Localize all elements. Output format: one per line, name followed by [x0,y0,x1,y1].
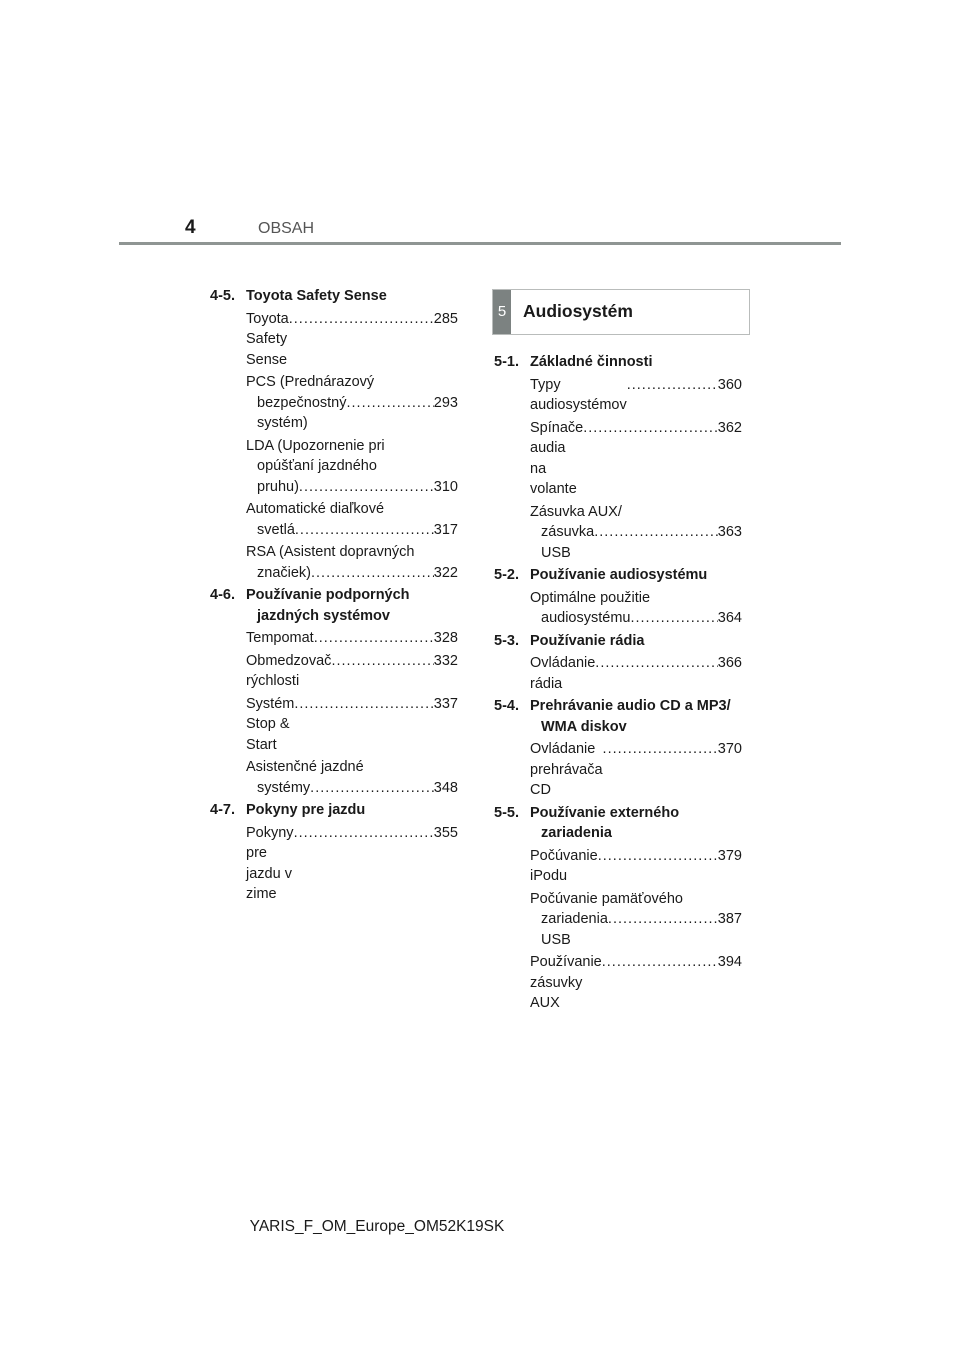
section-number: 5-5. [494,804,519,821]
page-ref: 394 [717,954,742,970]
section-number: 4-5. [210,288,235,304]
page-ref: 363 [717,524,742,540]
toc-section[interactable] [494,565,742,586]
section-number: 5-2. [494,567,519,583]
toc-entry[interactable] [494,588,742,629]
page-ref: 328 [433,630,458,646]
toc-entry[interactable] [210,372,458,434]
section-title: Pokyny pre jazdu [246,802,366,818]
leader-dots [289,309,434,371]
toc-right-column [494,352,742,1016]
toc-entry[interactable] [210,542,458,583]
entry-title: Spínače audia na volante [530,419,584,497]
page-ref: 355 [433,824,458,841]
toc-entry[interactable] [210,628,458,649]
toc-entry[interactable] [210,651,458,692]
entry-title: Zásuvka AUX/ [530,503,622,520]
section-title: Používanie rádia [530,632,645,649]
entry-title: PCS (Prednárazový [246,374,375,390]
section-number: 5-3. [494,632,519,649]
entry-title: Toyota Safety Sense [246,310,289,368]
leader-dots [602,952,718,1014]
entry-title: Typy audiosystémov [530,376,627,413]
leader-dots [598,846,718,887]
leader-dots [595,653,718,694]
page-ref: 348 [433,779,458,796]
page-title: OBSAH [258,220,315,237]
section-title: Prehrávanie audio CD a MP3/ [530,698,731,714]
toc-entry[interactable] [494,889,742,951]
section-title: Základné činnosti [530,354,653,370]
section-number: 5-1. [494,354,519,370]
toc-entry[interactable] [210,694,458,756]
chapter-header[interactable] [492,289,750,335]
page-ref: 362 [717,419,742,436]
entry-title-cont: audiosystému [541,610,631,626]
entry-title-cont: bezpečnostný systém) [257,394,347,431]
toc-section[interactable] [494,631,742,652]
entry-title-cont: zariadenia USB [541,911,608,948]
section-title: Používanie externého [530,804,680,821]
toc-entry[interactable] [494,952,742,1014]
toc-section[interactable] [494,803,742,844]
toc-entry[interactable] [210,757,458,798]
toc-section[interactable] [494,696,742,737]
toc-section[interactable] [210,800,458,821]
entry-title: RSA (Asistent dopravných [246,544,415,560]
leader-dots [331,651,433,692]
leader-dots [294,694,433,756]
page-ref: 387 [717,911,742,927]
entry-title: Ovládanie rádia [530,655,596,692]
footer-doc-id: YARIS_F_OM_Europe_OM52K19SK [249,1218,505,1235]
leader-dots [314,628,434,649]
page-ref: 364 [717,610,742,626]
toc-section[interactable] [210,585,458,626]
page-ref: 285 [433,310,458,327]
section-number: 4-7. [210,802,235,818]
leader-dots [311,563,434,584]
section-title-cont: WMA diskov [541,718,627,735]
entry-title: Počúvanie pamäťového [530,890,683,907]
entry-title: Tempomat [246,630,314,646]
section-title: Toyota Safety Sense [246,288,387,304]
leader-dots [608,909,718,950]
toc-entry[interactable] [210,436,458,498]
toc-entry[interactable] [494,375,742,416]
chapter-title: Audiosystém [523,301,633,321]
leader-dots [630,608,717,629]
section-title-cont: jazdných systémov [257,607,390,624]
entry-title: Automatické diaľkové [246,501,385,517]
page-ref: 360 [717,376,742,393]
entry-title: Obmedzovač rýchlosti [246,652,332,689]
page-ref: 317 [433,521,458,538]
toc-entry[interactable] [210,309,458,371]
leader-dots [310,778,434,799]
leader-dots [295,520,434,541]
entry-title: Asistenčné jazdné [246,759,364,775]
entry-title: Počúvanie iPodu [530,847,598,884]
page-ref: 337 [433,695,458,712]
toc-entry[interactable] [494,418,742,500]
page-number: 4 [185,217,196,238]
entry-title: Ovládanie prehrávača CD [530,741,603,798]
toc-entry[interactable] [494,502,742,564]
header-rule [119,242,841,245]
chapter-number-tab: 5 [493,290,511,334]
entry-title: Používanie zásuvky AUX [530,954,602,1011]
entry-title: Pokyny pre jazdu v zime [246,824,294,902]
page-ref: 310 [433,478,458,495]
page-ref: 379 [717,847,742,864]
page-ref: 322 [433,564,458,581]
entry-title: Systém Stop & Start [246,695,295,753]
leader-dots [294,823,434,905]
leader-dots [346,393,433,434]
entry-title-cont: zásuvka USB [541,524,595,561]
toc-section[interactable] [210,286,458,307]
toc-entry[interactable] [494,846,742,887]
page-ref: 366 [717,655,742,671]
entry-title: LDA (Upozornenie pri [246,437,385,454]
page-ref: 370 [717,741,742,757]
entry-title-cont: značiek) [257,564,311,581]
leader-dots [627,375,718,416]
toc-section[interactable] [494,352,742,373]
page-ref: 293 [433,394,458,411]
toc-entry[interactable] [494,653,742,694]
entry-title-cont: opúšťaní jazdného [257,458,377,474]
toc-left-column [210,286,458,907]
section-number: 5-4. [494,698,519,714]
toc-entry[interactable] [494,739,742,801]
leader-dots [603,739,718,801]
section-title: Používanie podporných [246,587,410,603]
leader-dots [594,522,718,563]
entry-title-cont: pruhu) [257,478,299,495]
section-title: Používanie audiosystému [530,567,708,583]
entry-title-cont: svetlá [257,521,295,538]
page-ref: 332 [433,652,458,669]
entry-title-cont: systémy [257,779,311,796]
leader-dots [583,418,718,500]
section-title-cont: zariadenia [541,825,612,841]
section-number: 4-6. [210,587,235,603]
leader-dots [299,477,434,498]
toc-entry[interactable] [210,823,458,905]
entry-title: Optimálne použitie [530,589,651,606]
toc-entry[interactable] [210,499,458,540]
